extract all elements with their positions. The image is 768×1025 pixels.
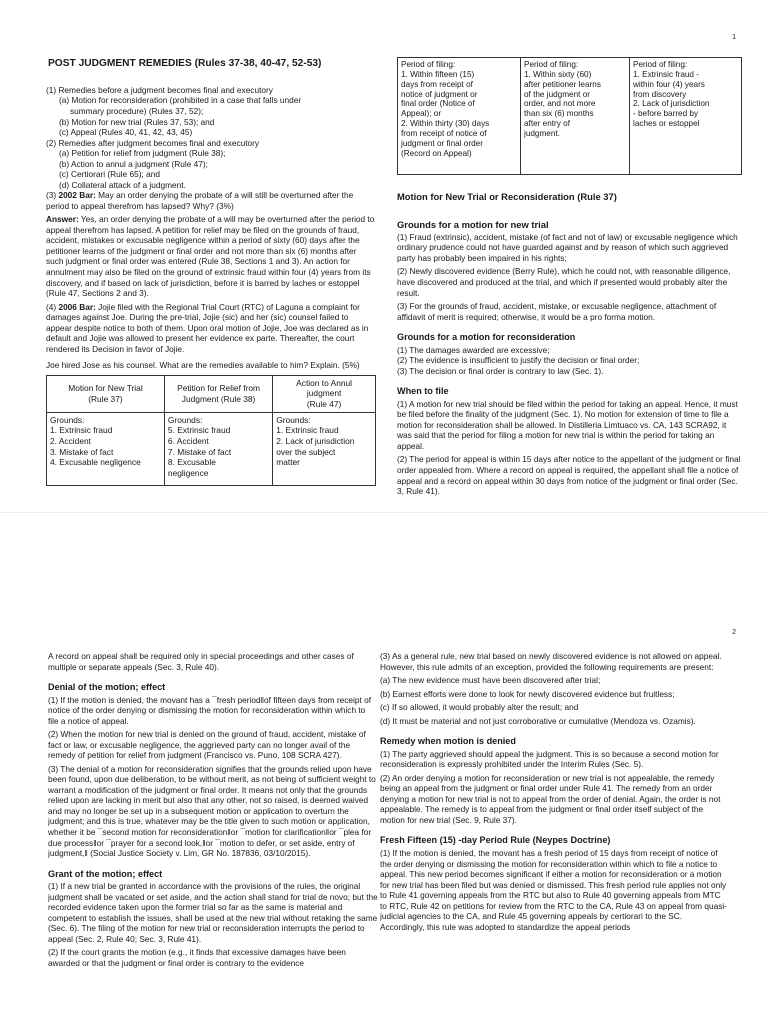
bar-question-2006: (4) 2006 Bar: Jojie filed with the Regional Trial Court (RTC) of Laguna a complaint for damages against Joe. During the pre-trial, Jojie (sic) and her (sic) counsel failed to appear despite notice to both of them. Upon oral motion of Jojie, Joe was declared as in default and Jojie was allowed to present her evidence ex parte. Thereafter, the court rendered its Decision in favor of Jojie. — [46, 301, 369, 354]
document-title: POST JUDGMENT REMEDIES (Rules 37-38, 40-47, 52-53) — [48, 58, 322, 69]
paragraph: (2) Newly discovered evidence (Berry Rule), which he could not, with reasonable diligence, have discovered and produced at the trial, and which if presented would probably alter the result. — [397, 266, 731, 298]
table-header: Petition for Relief from Judgment (Rule 38) — [164, 375, 272, 412]
outline-subitem: (b) Action to annul a judgment (Rule 47); — [59, 158, 208, 169]
table-cell: Period of filing: 1. Within sixty (60) after petitioner learns of the judgment or order, and not more than six (6) months after entry of judgment. — [521, 58, 630, 175]
outline-subitem: (d) Collateral attack of a judgment. — [59, 179, 186, 190]
list-item: (c) If so allowed, it would probably alter the result; and — [380, 702, 579, 713]
paragraph: (3) As a general rule, new trial based on newly discovered evidence is not allowed on appeal. However, this rule admits of an exception, provided the following requirements are present: — [380, 651, 722, 672]
paragraph: (2) An order denying a motion for reconsideration or new trial is not appealable, the remedy being an appeal from the judgment or final order under Rule 41. The remedy from an order denying a motion for new trial is not to appeal from the order of denial. Again, the order is not appealable. The remedy is to appeal from the judgment or final order itself subject of the motion for new trial (Sec. 9, Rule 37). — [380, 772, 721, 825]
left-column — [48, 651, 378, 971]
table-cell: Grounds: 1. Extrinsic fraud 2. Accident 3. Mistake of fact 4. Excusable negligence — [47, 412, 165, 485]
list-item: (d) It must be material and not just corroborative or cumulative (Mendoza vs. Ozamis). — [380, 715, 696, 726]
paragraph: A record on appeal shall be required only in special proceedings and other cases of multiple or separate appeals (Sec. 3, Rule 40). — [48, 651, 354, 672]
right-column — [397, 57, 742, 500]
bar-question-2006-followup: Joe hired Jose as his counsel. What are the remedies available to him? Explain. (5%) — [46, 360, 360, 371]
page-number: 2 — [732, 629, 736, 636]
section-heading: Grant of the motion; effect — [48, 868, 163, 879]
table-header: Motion for New Trial (Rule 37) — [47, 375, 165, 412]
paragraph: (1) The party aggrieved should appeal the judgment. This is so because a second motion for reconsideration is expressly prohibited under the Interim Rules (Sec. 5). — [380, 748, 719, 770]
paragraph: (3) For the grounds of fraud, accident, mistake, or excusable negligence, attachment of affidavit of merit is required; otherwise, it would be a pro forma motion. — [397, 301, 717, 322]
paragraph: (1) Fraud (extrinsic), accident, mistake (of fact and not of law) or excusable negligence which ordinary prudence could not have guarded against and by reason of which such aggrieved party has probably been impaired in his rights; — [397, 231, 738, 263]
bar-answer-2002: Answer: Yes, an order denying the probate of a will may be overturned after the period to appeal therefrom has lapsed. A petition for relief may be filed on the grounds of fraud, accident, mistakes or excusable negligence within a period of sixty (60) days after the petitioner learns of the judgment or final order and not more than six (6) months after such judgment or final order was entered (Rule 38, Sections 1 and 3). An action for annulment may also be filed on the ground of extrinsic fraud within four (4) years from its discovery, and if based on lack of jurisdiction, before it is barred by laches or estoppel (Rule 47, Sections 2 and 3). — [46, 214, 375, 299]
paragraph: (1) A motion for new trial should be filed within the period for taking an appeal. Hence, it must be filed before the finality of the judgment (Sec. 1). No motion for extension of time to file a motion for reconsideration shall be allowed. In Distilleria Limtuaco vs. CA, 143 SCRA92, it was said that the period for filing a motion for new trial is within the period for taking an appeal. — [397, 398, 738, 451]
outline-heading: (1) Remedies before a judgment becomes final and executory — [46, 84, 273, 95]
right-column — [380, 651, 727, 935]
page-number: 1 — [732, 34, 736, 41]
remedies-table — [46, 375, 376, 486]
paragraph: (2) When the motion for new trial is denied on the ground of fraud, accident, mistake of fact or law, or excusable negligence, the aggrieved party can no longer avail of the remedy of petition for relief from judgment (Francisco vs. Puno, 108 SCRA 427). — [48, 729, 366, 761]
paragraph: (1) If the motion is denied, the movant has a fresh period of 15 days from receipt of notice of the order denying or dismissing the motion for reconsideration within which to file a notice to appeal. This new period becomes significant if either a motion for reconsideration or a motion for new trial has been filed but was denied or dismissed. This fresh period rule applies not only to Rule 41 governing appeals from the RTC but also to Rule 40 governing appeals from MTC to RTC, Rule 42 on petitions for review from the RTC to the CA, Rule 43 on appeal from quasi-judicial agencies to the CA, and Rule 45 governing appeals by certiorari to the SC. Accordingly, this rule was adopted to standardize the appeal periods — [380, 848, 727, 932]
paragraph: (1) If the motion is denied, the movant has a ¯fresh period‖of fifteen days from receipt of notice of the order denying or dismissing the motion for reconsideration within which to file a notice of appeal. — [48, 694, 371, 726]
page-2 — [0, 512, 768, 1025]
paragraph: (2) The evidence is insufficient to justify the decision or final order; — [397, 355, 640, 366]
paragraph: (3) The decision or final order is contrary to law (Sec. 1). — [397, 365, 604, 376]
outline-heading: (2) Remedies after judgment becomes final and executory — [46, 137, 260, 148]
bar-question-2002: (3) 2002 Bar: May an order denying the probate of a will still be overturned after the period to appeal therefrom has lapsed? Why? (3%) — [46, 190, 354, 211]
paragraph: (3) The denial of a motion for reconsideration signifies that the grounds relied upon have been found, upon due deliberation, to be without merit, as not being of sufficient weight to warrant a modification of the judgment or final order. It means not only that the grounds relied upon are lacking in merit but also that any other, not so raised, is deemed waived and may no longer be set up in a subsequent motion or application to overturn the judgment; and this is true, whatever may be the title given to such motion or application, whether it be ¯second motion for reconsideration‖or ¯motion for clarification‖or ¯plea for due process‖or ¯prayer for a second look,‖or ¯motion to defer, or set aside, entry of judgment,‖ (Social Justice Society v. Lim, GR No. 187836, 03/10/2015). — [48, 763, 376, 859]
table-cell: Grounds: 5. Extrinsic fraud 6. Accident 7. Mistake of fact 8. Excusable negligence — [164, 412, 272, 485]
outline-subitem: (a) Petition for relief from judgment (Rule 38); — [59, 148, 226, 159]
outline-subitem: summary procedure) (Rules 37, 52); — [70, 106, 204, 117]
paragraph: (1) If a new trial be granted in accordance with the provisions of the rules, the original judgment shall be vacated or set aside, and the action shall stand for trial de novo; but the recorded evidence taken upon the former trial so far as the same is material and competent to establish the issues, shall be used at the new trial without retaking the same (Sec. 6). The filing of the motion for new trial or reconsideration interrupts the period to appeal (Sec. 2, Rule 40; Sec. 3, Rule 41). — [48, 881, 378, 944]
list-item: (a) The new evidence must have been discovered after trial; — [380, 675, 601, 686]
section-heading: Grounds for a motion for new trial — [397, 218, 549, 230]
outline-subitem: (a) Motion for reconsideration (prohibited in a case that falls under — [59, 95, 302, 106]
period-of-filing-table — [397, 57, 742, 175]
section-heading: Grounds for a motion for reconsideration — [397, 332, 576, 343]
outline-subitem: (b) Motion for new trial (Rules 37, 53); and — [59, 116, 215, 127]
outline-item — [46, 85, 376, 138]
paragraph: (2) If the court grants the motion (e.g., it finds that excessive damages have been awarded or that the judgment or final order is contrary to the evidence — [48, 947, 346, 968]
section-heading: Motion for New Trial or Reconsideration (Rule 37) — [397, 191, 617, 202]
table-cell: Grounds: 1. Extrinsic fraud 2. Lack of jurisdiction over the subject matter — [273, 412, 376, 485]
paragraph: (2) The period for appeal is within 15 days after notice to the appellant of the judgment or final order appealed from. Where a record on appeal is required, the appellant shall file a notice of appeal and a record on appeal within 30 days from notice of the judgment or final order (Sec. 3, Rule 41). — [397, 454, 741, 497]
outline-subitem: (c) Appeal (Rules 40, 41, 42, 43, 45) — [59, 127, 193, 138]
left-column — [46, 58, 376, 486]
section-heading: Remedy when motion is denied — [380, 736, 516, 747]
table-cell: Period of filing: 1. Extrinsic fraud - within four (4) years from discovery 2. Lack of jurisdiction - before barred by laches or estoppel — [630, 58, 742, 175]
outline-subitem: (c) Certiorari (Rule 65); and — [59, 169, 160, 180]
remedies-outline — [46, 85, 376, 190]
section-heading: When to file — [397, 386, 449, 397]
list-item: (b) Earnest efforts were done to look for newly discovered evidence but fruitless; — [380, 688, 675, 699]
paragraph: (1) The damages awarded are excessive; — [397, 344, 550, 355]
table-header: Action to Annul judgment (Rule 47) — [273, 375, 376, 412]
table-cell: Period of filing: 1. Within fifteen (15) days from receipt of notice of judgment or final order (Notice of Appeal); or 2. Within thirty (30) days from receipt of notice of judgment or final order (Record on Appeal) — [398, 58, 521, 175]
section-heading: Fresh Fifteen (15) -day Period Rule (Neypes Doctrine) — [380, 835, 611, 846]
page-1 — [0, 0, 768, 512]
section-heading: Denial of the motion; effect — [48, 682, 166, 693]
outline-item — [46, 138, 376, 191]
